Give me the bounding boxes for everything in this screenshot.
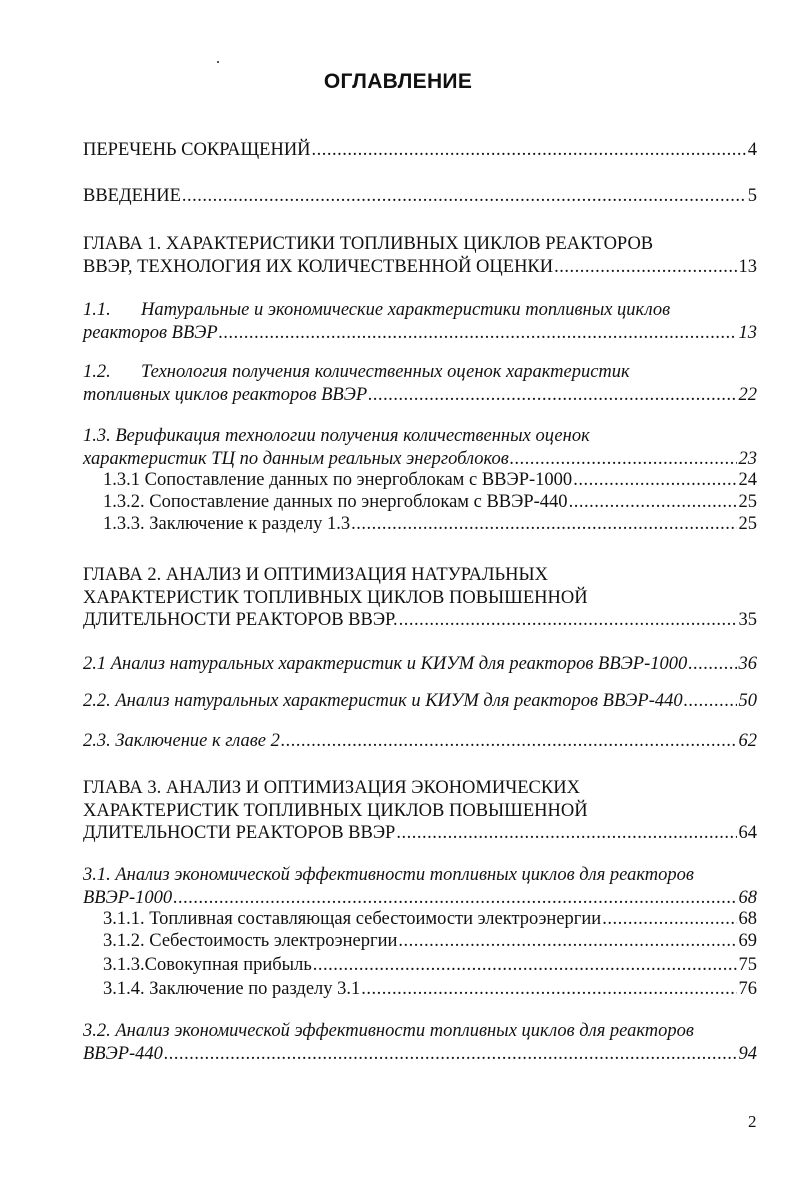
toc-entry-line xyxy=(83,1020,757,1043)
toc-entry-text: ХАРАКТЕРИСТИК ТОПЛИВНЫХ ЦИКЛОВ ПОВЫШЕННОЙ xyxy=(83,587,588,608)
toc-entry-line xyxy=(83,185,757,208)
toc-entry-page: 24 xyxy=(738,470,757,490)
toc-entry-line xyxy=(83,887,757,910)
toc-entry-text: 3.1.4. Заключение по разделу 3.1 xyxy=(103,979,361,999)
toc-entry[interactable] xyxy=(103,954,757,977)
toc-entry-text: 1.3. Верификация технологии получения количественных оценок xyxy=(83,426,590,446)
toc-entry-line xyxy=(83,1043,757,1066)
toc-entry-page: 64 xyxy=(738,823,757,843)
toc-entry-text: ВВЭР-440 xyxy=(83,1043,163,1064)
toc-entry[interactable] xyxy=(103,978,757,1001)
toc-entry-line xyxy=(83,564,757,587)
page-number: 2 xyxy=(748,1112,757,1131)
toc-entry-number: 1.2. xyxy=(83,362,111,382)
toc-entry-page: 5 xyxy=(747,186,757,206)
dot-leader xyxy=(367,384,736,407)
toc-entry-page: 4 xyxy=(747,140,757,160)
toc-entry-line xyxy=(83,587,757,610)
toc-entry[interactable] xyxy=(83,564,757,632)
toc-entry-text: 3.2. Анализ экономической эффективности топливных циклов для реакторов xyxy=(83,1021,694,1041)
toc-entry[interactable] xyxy=(103,930,757,953)
dot-leader xyxy=(568,491,737,514)
toc-entry-line xyxy=(83,139,757,162)
dot-leader xyxy=(683,690,737,713)
toc-entry-text: характеристик ТЦ по данным реальных энергоблоков xyxy=(83,448,509,469)
toc-entry-text: ВВЕДЕНИЕ xyxy=(83,186,181,206)
toc-entry-page: 62 xyxy=(738,731,757,751)
toc-entry-line xyxy=(83,425,757,448)
toc-entry[interactable] xyxy=(83,777,757,845)
dot-leader xyxy=(395,822,736,845)
dot-leader xyxy=(218,322,737,345)
dot-leader xyxy=(397,930,736,953)
dot-leader xyxy=(280,730,737,753)
toc-entry-line xyxy=(103,491,757,514)
dot-leader xyxy=(312,954,737,977)
toc-entry-text: 1.3.1 Сопоставление данных по энергоблокам с ВВЭР-1000 xyxy=(103,470,573,490)
toc-entry[interactable] xyxy=(83,730,757,753)
toc-entry[interactable] xyxy=(103,469,757,492)
dot-leader xyxy=(572,469,736,492)
dot-leader xyxy=(181,185,746,208)
toc-entry-text: реакторов ВВЭР xyxy=(83,322,218,343)
toc-entry-text: ГЛАВА 1. ХАРАКТЕРИСТИКИ ТОПЛИВНЫХ ЦИКЛОВ РЕАКТОРОВ xyxy=(83,234,654,254)
toc-entry[interactable] xyxy=(83,185,757,208)
toc-entry[interactable] xyxy=(83,653,757,676)
toc-entry-text: ПЕРЕЧЕНЬ СОКРАЩЕНИЙ xyxy=(83,140,311,160)
toc-entry-page: 94 xyxy=(738,1043,757,1064)
toc-entry-text: ГЛАВА 2. АНАЛИЗ И ОПТИМИЗАЦИЯ НАТУРАЛЬНЫХ xyxy=(83,565,549,585)
toc-entry-page: 25 xyxy=(738,514,757,534)
toc-entry[interactable] xyxy=(83,299,757,344)
toc-entry-line xyxy=(83,653,757,676)
toc-entry-line xyxy=(83,384,757,407)
dot-leader xyxy=(311,139,746,162)
toc-entry-text: ГЛАВА 3. АНАЛИЗ И ОПТИМИЗАЦИЯ ЭКОНОМИЧЕСКИХ xyxy=(83,778,580,798)
dot-leader xyxy=(601,908,736,931)
toc-entry-line xyxy=(83,609,757,632)
toc-entry-line xyxy=(83,800,757,823)
toc-entry-line xyxy=(83,864,757,887)
toc-entry-line xyxy=(83,256,757,279)
toc-entry-text: ВВЭР-1000 xyxy=(83,887,173,908)
dot-leader xyxy=(687,653,736,676)
toc-entry[interactable] xyxy=(83,233,757,278)
toc-entry-line xyxy=(103,908,757,931)
toc-entry-page: 22 xyxy=(738,384,757,405)
toc-entry-text: 1.3.3. Заключение к разделу 1.3 xyxy=(103,514,351,534)
toc-entry[interactable] xyxy=(83,864,757,909)
toc-entry-text: 3.1.3.Совокупная прибыль xyxy=(103,955,312,975)
toc-entry-page: 13 xyxy=(738,322,757,343)
toc-entry[interactable] xyxy=(83,361,757,406)
scan-speck xyxy=(217,61,219,63)
toc-entry-text: ДЛИТЕЛЬНОСТИ РЕАКТОРОВ ВВЭР xyxy=(83,823,396,843)
toc-entry-page: 75 xyxy=(738,955,757,975)
toc-entry[interactable] xyxy=(83,690,757,713)
toc-entry[interactable] xyxy=(83,425,757,470)
toc-entry-line xyxy=(83,299,757,322)
toc-entry-text: 2.2. Анализ натуральных характеристик и КИУМ для реакторов ВВЭР-440 xyxy=(83,691,683,711)
toc-entry[interactable] xyxy=(103,908,757,931)
toc-entry-page: 69 xyxy=(738,931,757,951)
toc-entry[interactable] xyxy=(83,139,757,162)
toc-entry-text: 1.3.2. Сопоставление данных по энергоблокам с ВВЭР-440 xyxy=(103,492,568,512)
toc-entry-text: ВВЭР, ТЕХНОЛОГИЯ ИХ КОЛИЧЕСТВЕННОЙ ОЦЕНКИ xyxy=(83,256,554,277)
toc-entry[interactable] xyxy=(103,491,757,514)
toc-entry-number: 1.1. xyxy=(83,300,111,320)
toc-entry-text: 2.1 Анализ натуральных характеристик и КИУМ для реакторов ВВЭР-1000 xyxy=(83,654,688,674)
toc-entry-line xyxy=(83,361,757,384)
dot-leader xyxy=(553,256,736,279)
toc-entry-text: 3.1. Анализ экономической эффективности топливных циклов для реакторов xyxy=(83,865,694,885)
dot-leader xyxy=(509,448,737,471)
toc-entry-text: Натуральные и экономические характеристики топливных циклов xyxy=(141,300,671,320)
toc-entry[interactable] xyxy=(103,513,757,536)
toc-entry-line xyxy=(103,978,757,1001)
page-title: ОГЛАВЛЕНИЕ xyxy=(323,70,473,93)
toc-entry-page: 35 xyxy=(738,610,757,630)
toc-entry-line xyxy=(103,469,757,492)
toc-entry-line xyxy=(83,690,757,713)
toc-entry-line xyxy=(83,822,757,845)
dot-leader xyxy=(163,1043,737,1066)
toc-entry-page: 13 xyxy=(738,256,757,277)
toc-entry-text: 3.1.1. Топливная составляющая себестоимости электроэнергии xyxy=(103,909,602,929)
toc-entry-text: ДЛИТЕЛЬНОСТИ РЕАКТОРОВ ВВЭР. xyxy=(83,610,398,630)
toc-entry-text: топливных циклов реакторов ВВЭР xyxy=(83,384,368,405)
toc-entry-page: 68 xyxy=(738,887,757,908)
toc-entry-text: Технология получения количественных оценок характеристик xyxy=(141,362,630,382)
toc-entry-page: 25 xyxy=(738,492,757,512)
toc-entry-page: 76 xyxy=(738,979,757,999)
dot-leader xyxy=(398,609,737,632)
toc-entry-page: 23 xyxy=(738,448,757,469)
dot-leader xyxy=(360,978,736,1001)
toc-entry-line xyxy=(103,954,757,977)
toc-entry-page: 36 xyxy=(738,654,757,674)
toc-entry-line xyxy=(83,322,757,345)
toc-entry-page: 68 xyxy=(738,909,757,929)
dot-leader xyxy=(350,513,736,536)
toc-entry-page: 50 xyxy=(738,691,757,711)
toc-entry-line xyxy=(83,730,757,753)
toc-entry-text: 3.1.2. Себестоимость электроэнергии xyxy=(103,931,398,951)
toc-entry-text: 2.3. Заключение к главе 2 xyxy=(83,731,280,751)
toc-entry-text: ХАРАКТЕРИСТИК ТОПЛИВНЫХ ЦИКЛОВ ПОВЫШЕННОЙ xyxy=(83,800,588,821)
toc-entry-line xyxy=(103,513,757,536)
toc-entry-line xyxy=(103,930,757,953)
toc-entry-line xyxy=(83,777,757,800)
toc-entry-line xyxy=(83,233,757,256)
toc-entry[interactable] xyxy=(83,1020,757,1065)
dot-leader xyxy=(172,887,736,910)
toc-entry-line xyxy=(83,448,757,471)
